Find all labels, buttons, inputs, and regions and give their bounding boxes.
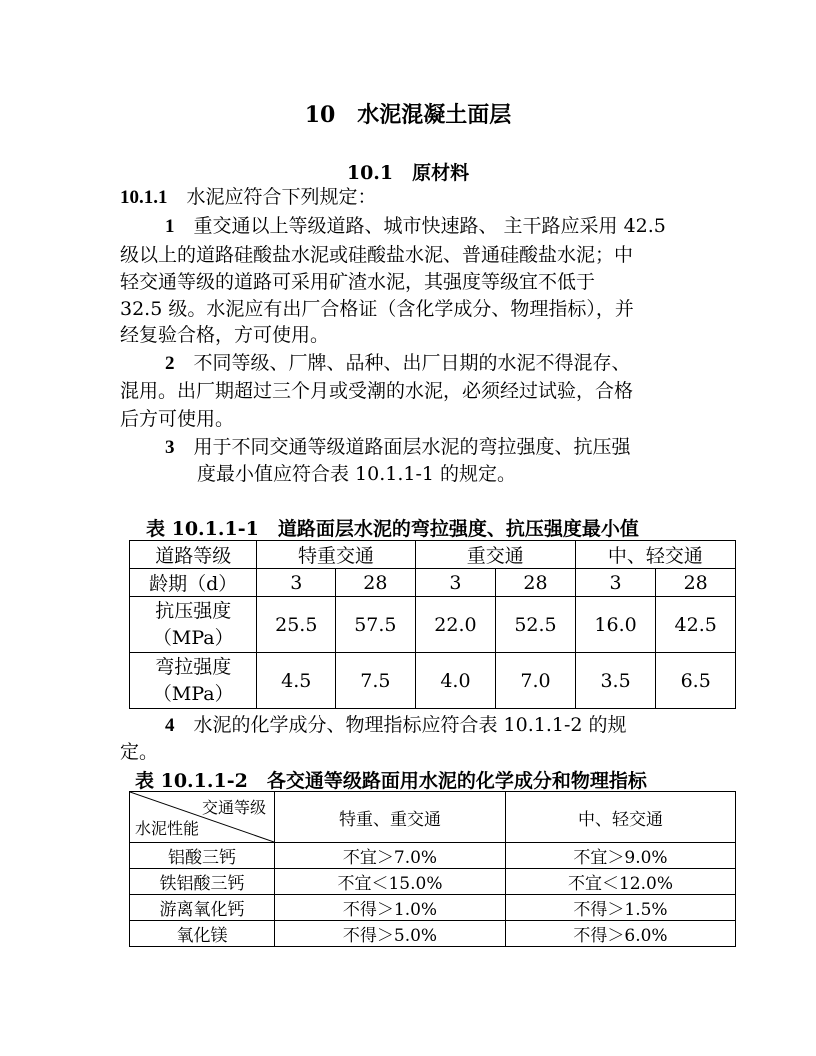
table-cell: 3 [415,569,496,597]
table-row [130,869,736,895]
table-cell: 7.5 [336,653,416,709]
row-label: 氧化镁 [130,921,275,947]
table-cell: 16.0 [575,597,656,653]
row-label: 抗压强度 （MPa） [130,597,257,653]
table-cell: 不宜＜12.0% [506,869,736,895]
table-row [130,921,736,947]
table-cell: 52.5 [496,597,576,653]
table-cell: 3.5 [575,653,656,709]
table-cell: 不得＞1.0% [275,895,506,921]
header-cell: 中、轻交通 [506,792,736,843]
table-cell: 3 [575,569,656,597]
table-header-row [130,792,736,843]
item-2-line-3: 后方可使用。 [120,408,235,430]
table-cell: 57.5 [336,597,416,653]
item-2-line-1 [165,348,631,379]
item-1-line-5: 经复验合格，方可使用。 [120,324,330,346]
table-cell: 28 [336,569,416,597]
item-number: 4 [165,715,175,736]
item-1-line-3: 轻交通等级的道路可采用矿渣水泥，其强度等级宜不低于 [120,271,596,293]
table-cell: 不宜＜15.0% [275,869,506,895]
header-cell: 特重交通 [257,541,415,569]
item-1-line-1 [165,211,666,242]
header-cell: 重交通 [415,541,575,569]
table-cell: 不得＞6.0% [506,921,736,947]
header-cell: 道路等级 [130,541,257,569]
item-text: 用于不同交通等级道路面层水泥的弯拉强度、抗压强 [193,436,631,458]
row-label: 弯拉强度 （MPa） [130,653,257,709]
row-label: 游离氧化钙 [130,895,275,921]
corner-bottom-label: 水泥性能 [135,819,200,838]
item-2-line-2: 混用。出厂期超过三个月或受潮的水泥，必须经过试验，合格 [120,380,634,402]
table-cell: 28 [496,569,576,597]
table-cell: 4.5 [257,653,336,709]
chapter-title: 10 水泥混凝土面层 [304,102,512,128]
table-2-caption: 表 10.1.1-2 各交通等级路面用水泥的化学成分和物理指标 [135,770,647,792]
table-cell: 25.5 [257,597,336,653]
table-cell: 42.5 [656,597,736,653]
table-cell: 不得＞1.5% [506,895,736,921]
header-cell: 中、轻交通 [575,541,735,569]
item-4-line-2: 定。 [120,741,159,763]
row-label: 龄期（d） [130,569,257,597]
header-cell: 特重、重交通 [275,792,506,843]
clause-number: 10.1.1 [120,187,168,208]
item-number: 3 [165,437,175,458]
table-cell: 4.0 [415,653,496,709]
corner-top-label: 交通等级 [201,798,266,817]
item-1-line-2: 级以上的道路硅酸盐水泥或硅酸盐水泥、普通硅酸盐水泥；中 [120,244,634,266]
table-row [130,569,736,597]
chemical-physical-table [129,791,736,947]
item-text: 重交通以上等级道路、城市快速路、 主干路应采用 42.5 [193,215,666,237]
item-text: 不同等级、厂牌、品种、出厂日期的水泥不得混存、 [193,352,631,374]
item-text: 水泥的化学成分、物理指标应符合表 10.1.1-2 的规 [193,714,627,736]
table-cell: 不宜＞9.0% [506,843,736,869]
clause-10-1-1 [120,182,377,213]
table-cell: 28 [656,569,736,597]
table-cell: 不得＞5.0% [275,921,506,947]
section-title: 10.1 原材料 [346,162,470,184]
table-row [130,597,736,653]
item-number: 2 [165,353,175,374]
table-cell: 3 [257,569,336,597]
table-cell: 7.0 [496,653,576,709]
item-1-line-4: 32.5 级。水泥应有出厂合格证（含化学成分、物理指标），并 [120,298,634,320]
table-cell: 22.0 [415,597,496,653]
table-cell: 不宜＞7.0% [275,843,506,869]
table-1-caption: 表 10.1.1-1 道路面层水泥的弯拉强度、抗压强度最小值 [146,518,639,540]
table-cell: 6.5 [656,653,736,709]
item-number: 1 [165,216,175,237]
table-row [130,653,736,709]
corner-header-cell [130,792,275,843]
table-row [130,895,736,921]
table-header-row [130,541,736,569]
clause-text: 水泥应符合下列规定： [186,186,377,208]
strength-table [129,540,736,709]
row-label: 铝酸三钙 [130,843,275,869]
row-label: 铁铝酸三钙 [130,869,275,895]
item-3-line-2: 度最小值应符合表 10.1.1-1 的规定。 [197,463,517,485]
item-4-line-1 [165,710,627,741]
table-row [130,843,736,869]
